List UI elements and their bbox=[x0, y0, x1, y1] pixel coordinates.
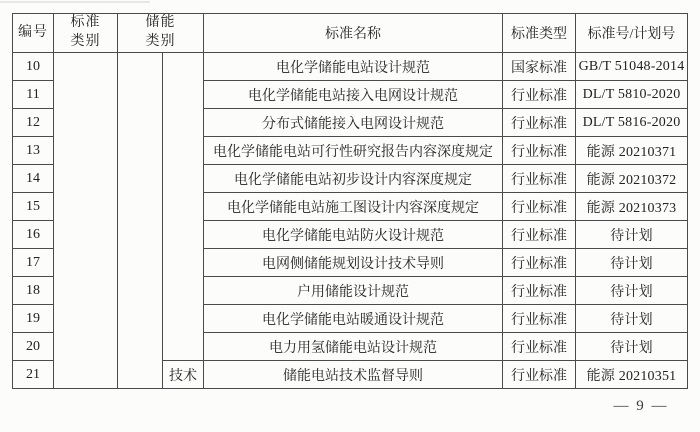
standard-code: 能源 20210372 bbox=[576, 165, 688, 193]
merged-storage-sub1-cell bbox=[118, 53, 163, 389]
standard-name: 电化学储能电站设计规范 bbox=[204, 53, 503, 81]
standard-type: 行业标准 bbox=[503, 277, 576, 305]
page-number: — 9 — bbox=[613, 398, 669, 414]
standard-type: 国家标准 bbox=[503, 53, 576, 81]
row-number: 15 bbox=[13, 193, 54, 221]
merged-storage-sub2-cell bbox=[163, 53, 204, 361]
standard-code: 能源 20210373 bbox=[576, 193, 688, 221]
header-no-label: 编号 bbox=[18, 24, 48, 40]
row-number: 19 bbox=[13, 305, 54, 333]
standard-code: 待计划 bbox=[576, 221, 688, 249]
standard-type: 行业标准 bbox=[503, 361, 576, 389]
header-no bbox=[13, 14, 54, 53]
row-number: 14 bbox=[13, 165, 54, 193]
standard-type: 行业标准 bbox=[503, 221, 576, 249]
row-number: 20 bbox=[13, 333, 54, 361]
standard-type: 行业标准 bbox=[503, 249, 576, 277]
standard-name: 电化学储能电站初步设计内容深度规定 bbox=[204, 165, 503, 193]
standard-code: GB/T 51048-2014 bbox=[576, 53, 688, 81]
standard-type: 行业标准 bbox=[503, 305, 576, 333]
header-name: 标准名称 bbox=[204, 14, 503, 53]
header-type: 标准类型 bbox=[503, 14, 576, 53]
standard-name: 分布式储能接入电网设计规范 bbox=[204, 109, 503, 137]
storage-sub2-cell: 技术 bbox=[163, 361, 204, 389]
standard-name: 储能电站技术监督导则 bbox=[204, 361, 503, 389]
standard-name: 电化学储能电站防火设计规范 bbox=[204, 221, 503, 249]
header-row bbox=[13, 14, 688, 53]
standard-type: 行业标准 bbox=[503, 193, 576, 221]
row-number: 18 bbox=[13, 277, 54, 305]
standard-name: 电化学储能电站可行性研究报告内容深度规定 bbox=[204, 137, 503, 165]
table-row bbox=[13, 53, 688, 81]
header-storage-category-label: 储能类别 bbox=[145, 15, 176, 49]
standards-table bbox=[12, 13, 688, 389]
header-storage-category bbox=[118, 14, 204, 53]
standard-name: 电网侧储能规划设计技术导则 bbox=[204, 249, 503, 277]
row-number: 16 bbox=[13, 221, 54, 249]
standard-name: 户用储能设计规范 bbox=[204, 277, 503, 305]
standard-code: 待计划 bbox=[576, 249, 688, 277]
row-number: 13 bbox=[13, 137, 54, 165]
standard-code: 待计划 bbox=[576, 305, 688, 333]
standard-code: 待计划 bbox=[576, 277, 688, 305]
row-number: 11 bbox=[13, 81, 54, 109]
standard-type: 行业标准 bbox=[503, 165, 576, 193]
standard-code: 能源 20210351 bbox=[576, 361, 688, 389]
standard-type: 行业标准 bbox=[503, 109, 576, 137]
row-number: 10 bbox=[13, 53, 54, 81]
row-number: 17 bbox=[13, 249, 54, 277]
merged-std-category-cell bbox=[54, 53, 118, 389]
standard-type: 行业标准 bbox=[503, 81, 576, 109]
row-number: 12 bbox=[13, 109, 54, 137]
standard-code: 待计划 bbox=[576, 333, 688, 361]
standard-name: 电力用氢储能电站设计规范 bbox=[204, 333, 503, 361]
standard-type: 行业标准 bbox=[503, 137, 576, 165]
row-number: 21 bbox=[13, 361, 54, 389]
header-code: 标准号/计划号 bbox=[576, 14, 688, 53]
standard-code: DL/T 5810-2020 bbox=[576, 81, 688, 109]
standard-name: 电化学储能电站接入电网设计规范 bbox=[204, 81, 503, 109]
standard-code: DL/T 5816-2020 bbox=[576, 109, 688, 137]
standard-code: 能源 20210371 bbox=[576, 137, 688, 165]
header-std-category bbox=[54, 14, 118, 53]
standard-name: 电化学储能电站暖通设计规范 bbox=[204, 305, 503, 333]
scan-artifact bbox=[0, 1, 150, 3]
standard-type: 行业标准 bbox=[503, 333, 576, 361]
header-std-category-label: 标准类别 bbox=[70, 15, 101, 49]
standard-name: 电化学储能电站施工图设计内容深度规定 bbox=[204, 193, 503, 221]
